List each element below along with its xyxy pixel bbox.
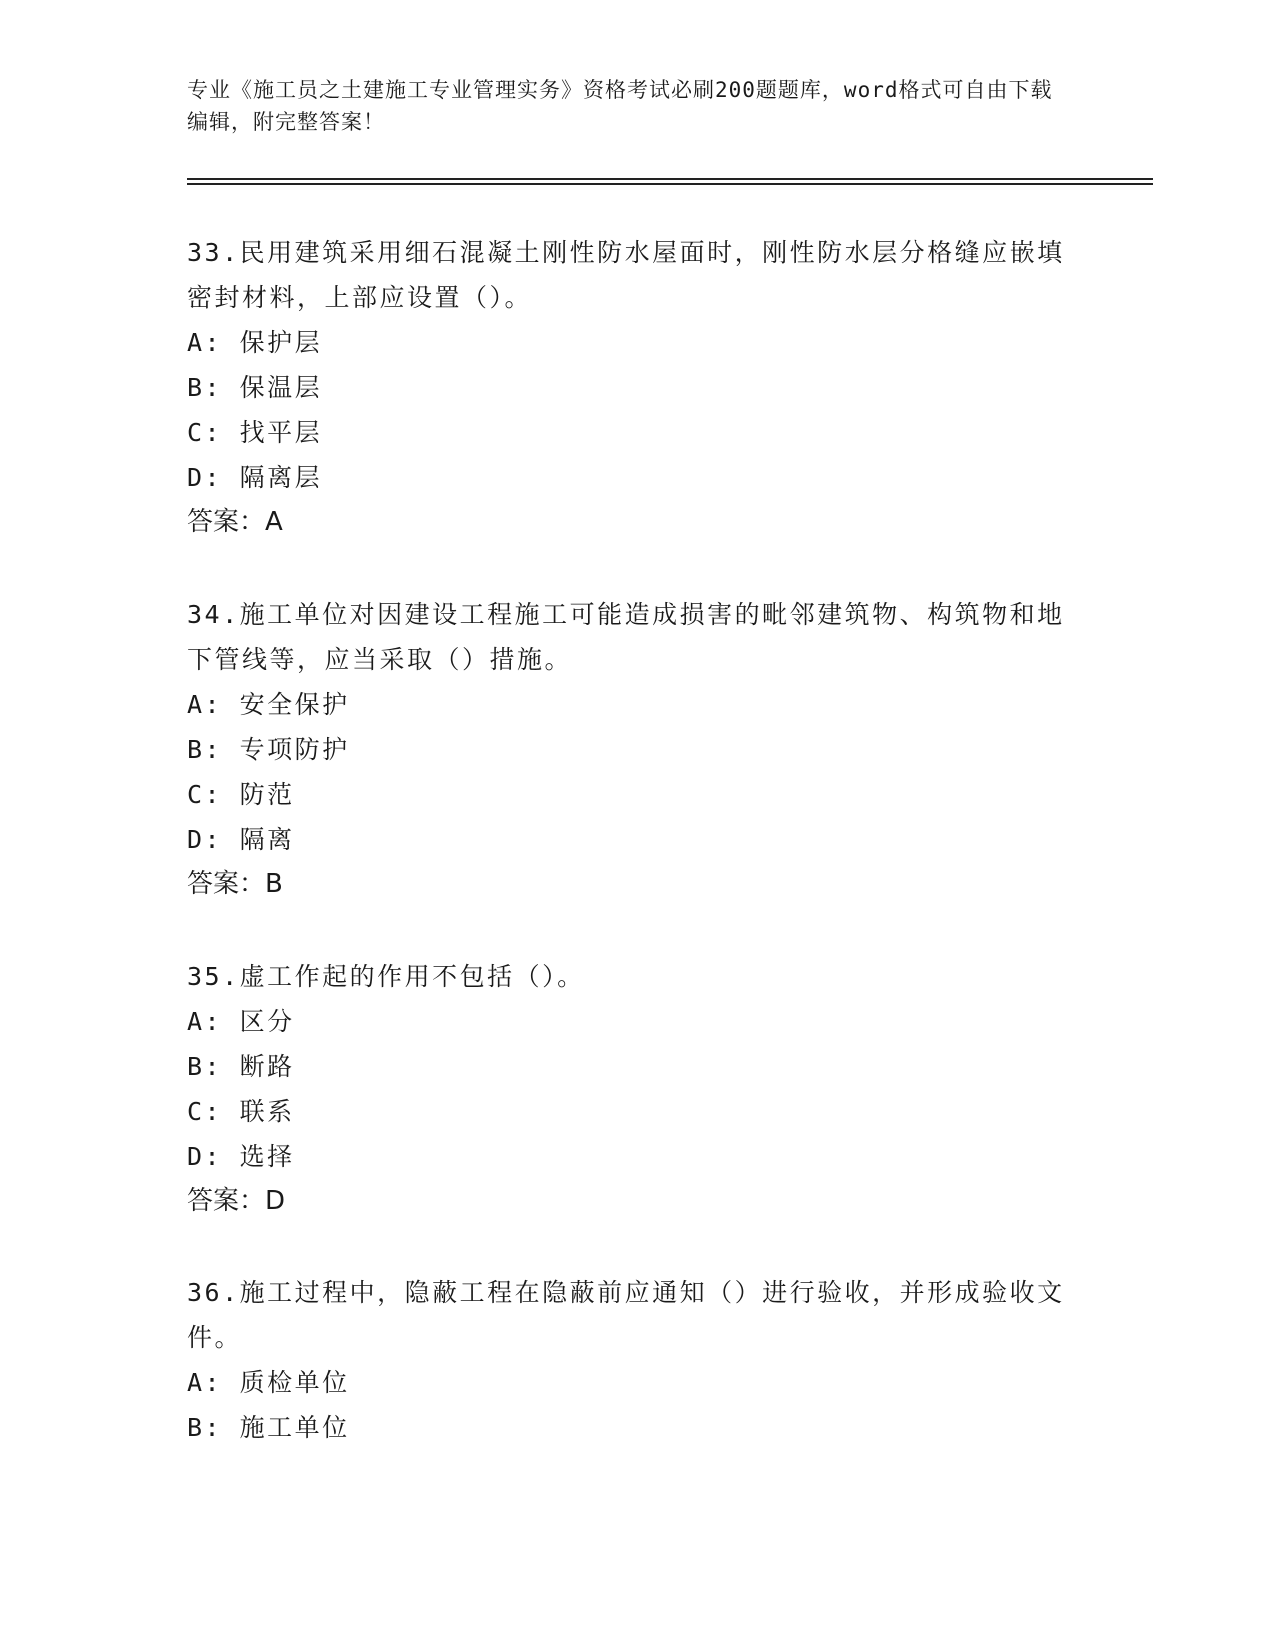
header-divider-bottom (187, 183, 1153, 185)
document-header-title: 专业《施工员之土建施工专业管理实务》资格考试必刷200题题库，word格式可自由下载编辑，附完整答案！ (187, 78, 1053, 134)
option-b: B: 断路 (187, 1052, 295, 1081)
option-b: B: 专项防护 (187, 735, 350, 764)
option-a: A: 质检单位 (187, 1368, 350, 1397)
question-34 (187, 592, 1067, 907)
option-d: D: 隔离层 (187, 463, 323, 492)
answer-label: 答案：A (187, 507, 283, 537)
option-b: B: 施工单位 (187, 1413, 350, 1442)
option-a: A: 区分 (187, 1007, 295, 1036)
option-d: D: 选择 (187, 1142, 295, 1171)
option-c: C: 找平层 (187, 418, 323, 447)
option-c: C: 联系 (187, 1097, 295, 1126)
header-divider-top (187, 178, 1153, 180)
question-stem: 35.虚工作起的作用不包括（）。 (187, 962, 585, 991)
question-33 (187, 230, 1067, 545)
answer-label: 答案：D (187, 1186, 286, 1216)
question-stem: 34.施工单位对因建设工程施工可能造成损害的毗邻建筑物、构筑物和地下管线等，应当采取（）措施。 (187, 600, 1065, 674)
question-stem: 33.民用建筑采用细石混凝土刚性防水屋面时，刚性防水层分格缝应嵌填密封材料，上部应设置（）。 (187, 238, 1065, 312)
question-35 (187, 954, 1067, 1224)
option-c: C: 防范 (187, 780, 295, 809)
option-a: A: 保护层 (187, 328, 323, 357)
option-d: D: 隔离 (187, 825, 295, 854)
question-stem: 36.施工过程中，隐蔽工程在隐蔽前应通知（）进行验收，并形成验收文件。 (187, 1278, 1065, 1352)
option-a: A: 安全保护 (187, 690, 350, 719)
option-b: B: 保温层 (187, 373, 323, 402)
question-36 (187, 1270, 1067, 1450)
answer-label: 答案：B (187, 869, 283, 899)
